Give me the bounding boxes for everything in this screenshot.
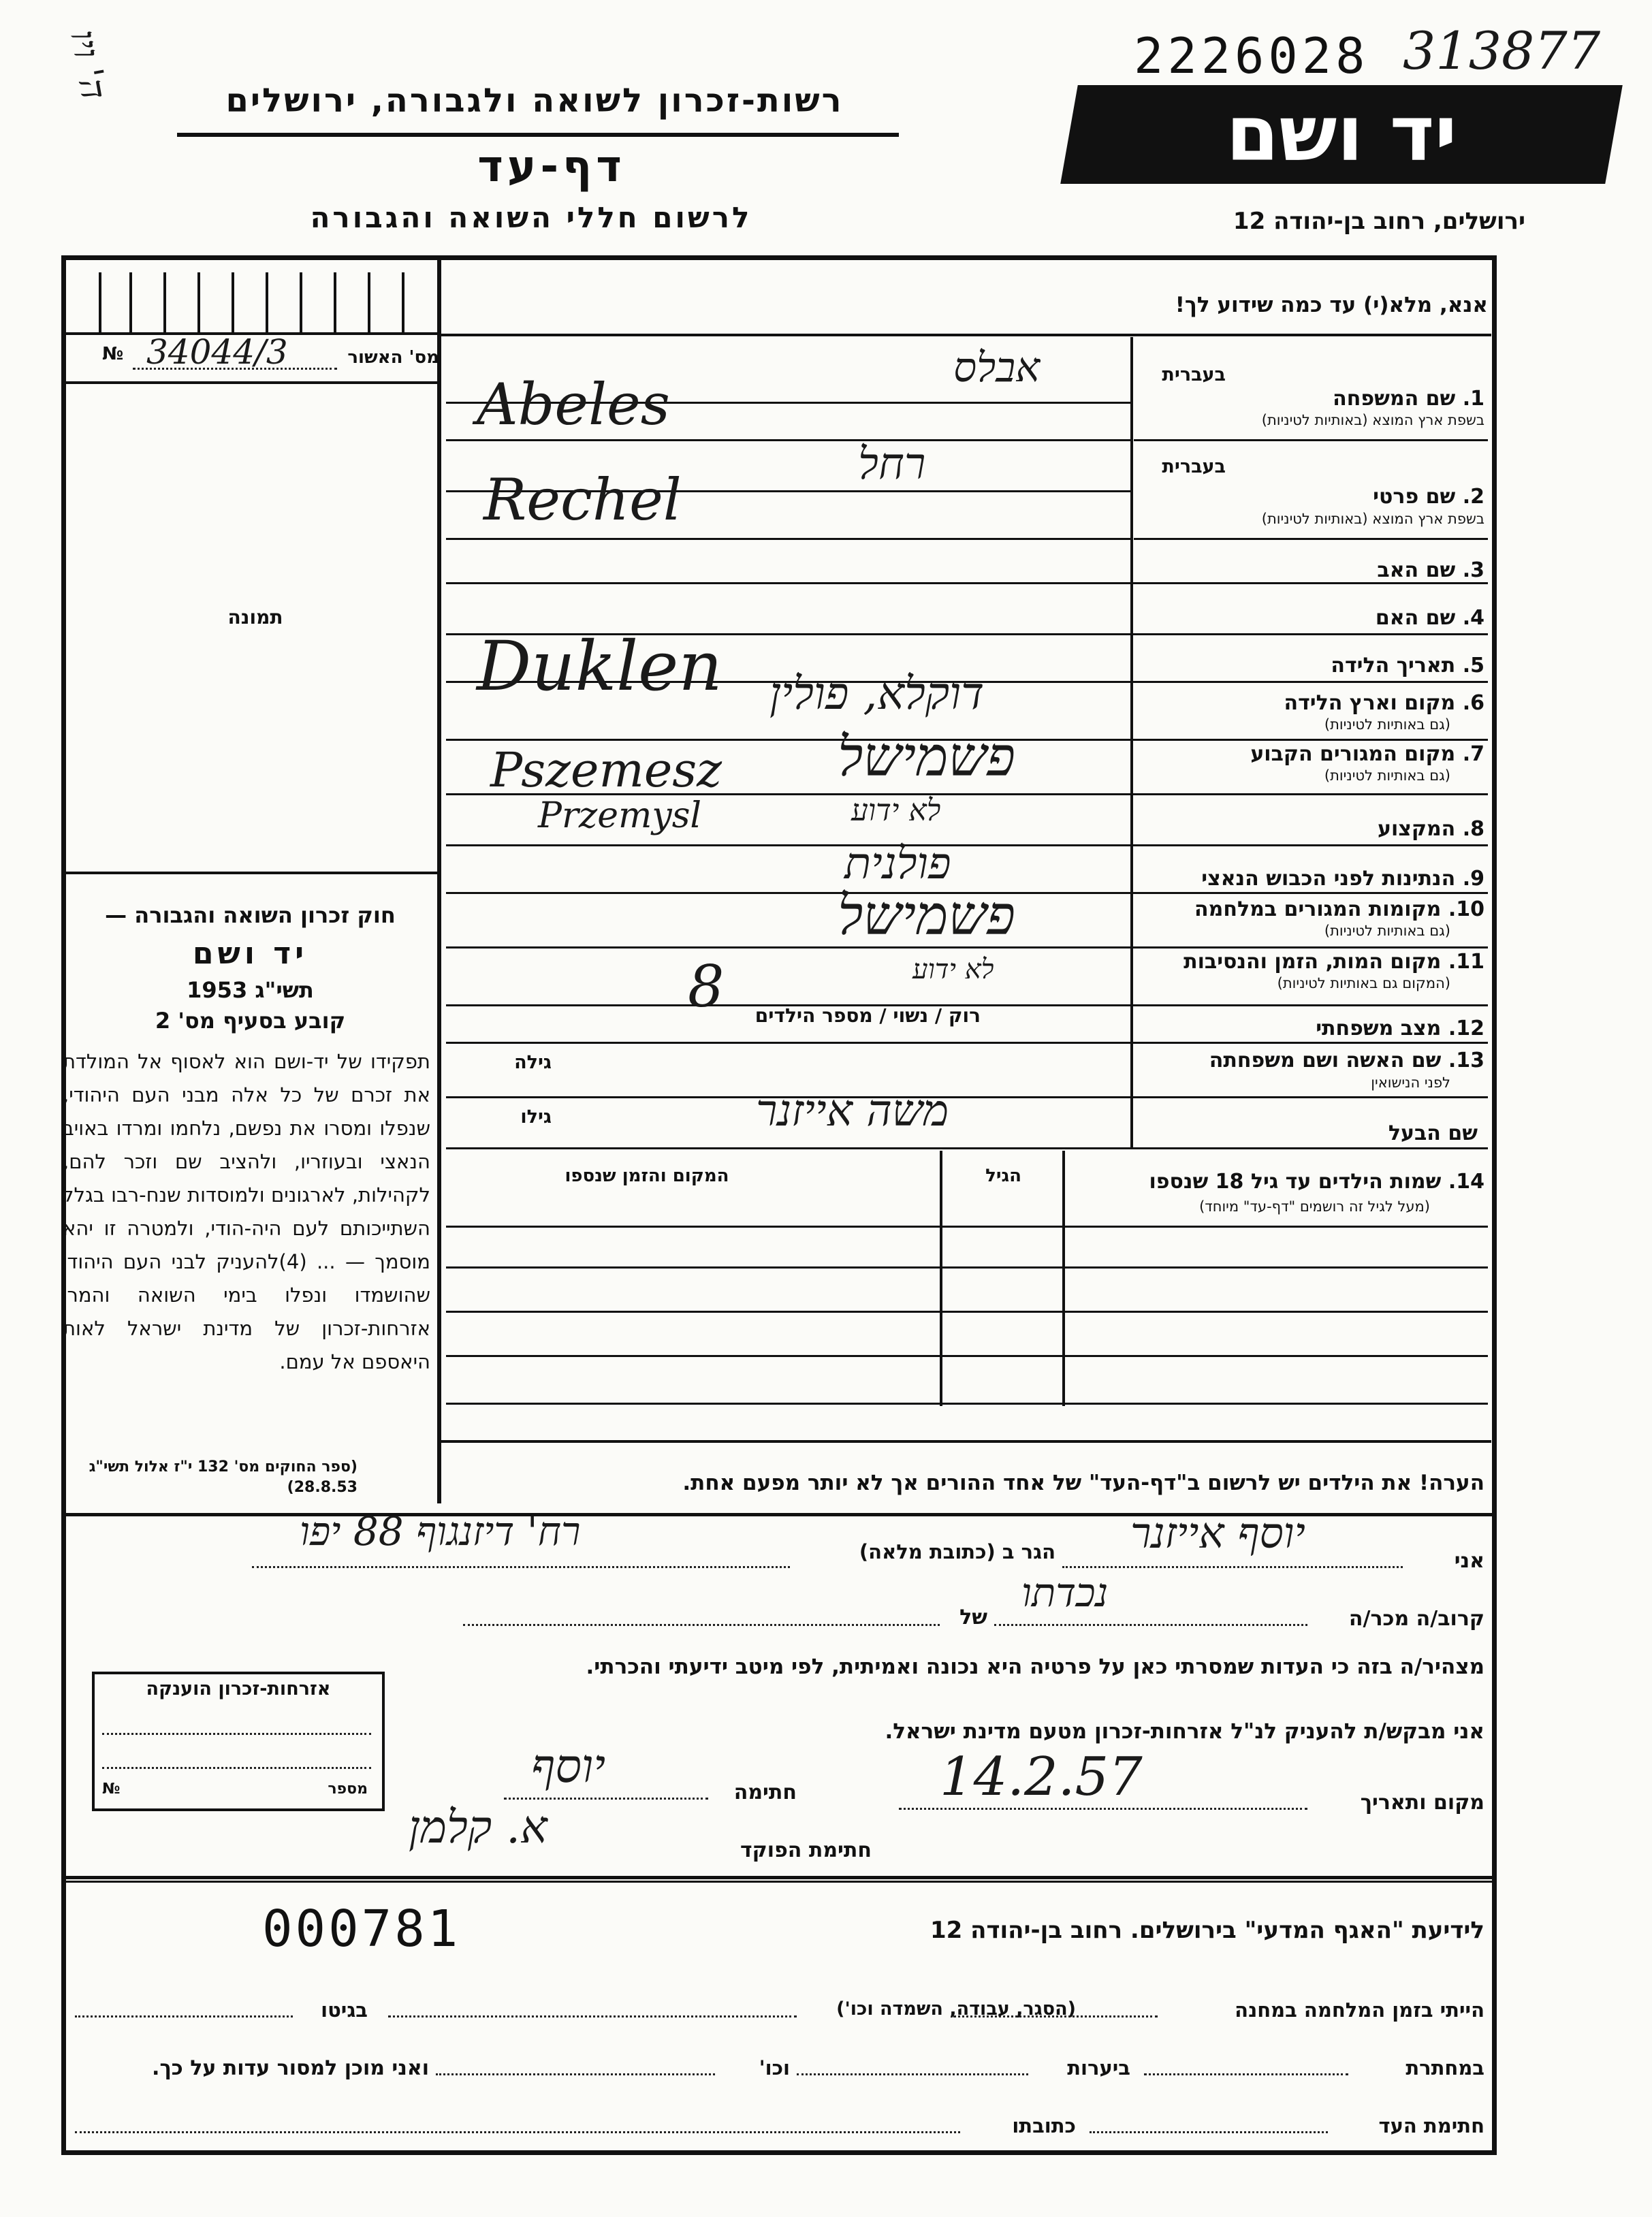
field-11-value: לא ידוע [912, 954, 994, 985]
footer-line3-dots-b [75, 2131, 960, 2133]
yad-vashem-logo [1060, 85, 1623, 184]
field-1-hebrew-label: בעברית [1162, 364, 1226, 385]
field-12-inline: רוק / נשוי / מספר הילדים [754, 1004, 981, 1027]
field-7-latin-value: Pszemesz [490, 742, 722, 798]
footer-line3-dots-a [1090, 2131, 1328, 2133]
field-1-line-b [446, 439, 1130, 441]
field-5-label: 5. תאריך הלידה [1331, 654, 1484, 677]
footer-line2-dots-b [797, 2073, 1028, 2075]
field-8-label: 8. המקצוע [1377, 817, 1484, 841]
approval-label: מס' האשור [347, 347, 439, 368]
law-clause: קובע בסעיף מס' 2 [155, 1008, 346, 1034]
footer-line1-c: בגיטו [321, 1998, 368, 2022]
citizenship-number-label: מספר [328, 1781, 368, 1798]
law-year: תשי"ג 1953 [187, 977, 314, 1003]
footer-line2-dots-c [436, 2073, 715, 2075]
field-13-age-2: גילו [520, 1106, 552, 1128]
footer-notice: לידיעת "האגף המדעי" בירושלים. רחוב בן-יהודה 12 [930, 1917, 1484, 1944]
header-address: ירושלים, רחוב בן-יהודה 12 [1233, 208, 1525, 235]
witness-i-label: אני [1454, 1549, 1484, 1573]
form-title: דף-עד [477, 142, 626, 192]
citizenship-line-2 [102, 1767, 371, 1769]
field-6-latin-value: Duklen [477, 626, 722, 706]
approval-number: 34044/3 [146, 332, 288, 372]
law-reference: (ספר החוקים מס' 132 י"ז אלול תשי"ג 28.8.53) [89, 1458, 358, 1496]
field-9-value: פולנית [844, 839, 951, 889]
official-signature-label: חתימת הפוקד [740, 1838, 872, 1862]
place-date-line [899, 1808, 1307, 1810]
witness-relative-line [994, 1624, 1307, 1626]
witness-address-line [252, 1566, 790, 1568]
logo-text: יד ושם [1226, 90, 1457, 178]
field-2-rule [1134, 538, 1488, 540]
field-11-sub: (המקום גם באותיות לטיניות) [1277, 975, 1450, 991]
citizenship-line-1 [102, 1733, 371, 1735]
field-10-value: פשמישל [838, 884, 1016, 947]
witness-relative-label: קרוב/ה מכר/ה [1348, 1607, 1484, 1631]
field-1-latin-value: Abeles [477, 371, 670, 438]
footer-line1-dots-c [75, 2015, 293, 2017]
footer-line1-b: (הסגר, עבודה, השמדה וכו') [836, 1998, 1076, 2020]
field-2-hebrew-value: רחל [858, 439, 926, 490]
place-date-label: מקום ותאריך [1360, 1791, 1484, 1815]
field-6-value: דוקלא, פולין [769, 667, 985, 720]
note-text: הערה! את הילדים יש לרשום ב"דף-העד" של אחד ההורים אך לא יותר מפעם אחת. [682, 1471, 1484, 1495]
footer-line2-a: במחתרת [1405, 2056, 1484, 2079]
footer-line2-b: ביערות [1067, 2056, 1130, 2079]
witness-declaration: מצהיר/ה בזה כי העדות שמסרתי כאן על פרטיה היא נכונה ואמיתית, לפי מיטב ידיעתי והכרתי. [586, 1655, 1484, 1679]
witness-of-line [463, 1624, 940, 1626]
approval-grid [99, 272, 432, 334]
law-title: חוק זכרון השואה והגבורה — [105, 902, 396, 928]
field-2-label: 2. שם פרטי [1373, 485, 1484, 509]
footer-top-rule [65, 1876, 1495, 1879]
intro-instruction: אנא, מלא(י) עד כמה שידוע לך! [1175, 293, 1488, 317]
footer-serial: 000781 [262, 1900, 461, 1958]
law-name: יד ושם [192, 936, 308, 971]
children-row-4 [446, 1355, 1488, 1357]
approval-bottom-rule [65, 381, 439, 384]
footer-line1-dots-b [388, 2015, 797, 2017]
field-13-husband-label: שם הבעל [1388, 1121, 1478, 1145]
field-13-line-b [446, 1147, 1488, 1149]
field-3-label: 3. שם האב [1377, 558, 1484, 582]
witness-name-line [1062, 1566, 1403, 1568]
field-7-value: פשמישל [838, 725, 1016, 788]
signature-line [504, 1798, 708, 1800]
field-12-label: 12. מצב משפחתי [1316, 1017, 1484, 1040]
field-7-label: 7. מקום המגורים הקבוע [1250, 742, 1484, 766]
field-3-line [446, 582, 1488, 584]
field-8-value: לא ידוע [851, 793, 941, 828]
children-col-age: הגיל [985, 1166, 1021, 1186]
children-row-3 [446, 1311, 1488, 1313]
field-1-rule [1134, 439, 1488, 441]
field-6-sub: (גם באותיות לטיניות) [1324, 716, 1450, 733]
children-divider-a [940, 1151, 942, 1406]
law-top-rule [65, 872, 439, 874]
field-14-label: 14. שמות הילדים עד גיל 18 שנספו [1149, 1170, 1484, 1194]
field-13-sub: לפני הנישואין [1371, 1074, 1450, 1091]
field-1-hebrew-value: אבלס [953, 344, 1041, 392]
authority-name: רשות-זכרון לשואה ולגבורה, ירושלים [225, 82, 844, 120]
field-8-line [446, 844, 1488, 846]
field-14-sub: (מעל לגיל זה רושמים "דף-עד" מיוחד) [1199, 1198, 1430, 1215]
field-1-sub: בשפת ארץ המוצא (באותיות לטיניות) [1261, 412, 1484, 428]
field-10-label: 10. מקומות המגורים במלחמה [1194, 897, 1484, 921]
witness-address: רח' דיזנגוף 88 יפו [300, 1508, 581, 1554]
witness-relation: נכדתו [1021, 1569, 1109, 1616]
field-8-latin-value: Przemysl [538, 795, 702, 836]
field-13-line-a [446, 1096, 1488, 1098]
field-13-age-1: גילה [514, 1052, 552, 1073]
approval-dotline [133, 368, 337, 370]
witness-of-label: של [959, 1606, 987, 1629]
signature-label: חתימה [733, 1781, 797, 1804]
citizenship-title: אזרחות-זכרון הוענקה [146, 1678, 331, 1700]
children-col-place: המקום והזמן שנספו [565, 1166, 729, 1186]
children-divider-b [1062, 1151, 1065, 1406]
children-row-2 [446, 1266, 1488, 1269]
footer-line2-c: וכו' [759, 2056, 790, 2079]
header-rule [177, 133, 899, 137]
stamp-number: 2226028 [1134, 27, 1369, 84]
citizenship-num-mark: № [102, 1781, 121, 1798]
field-2-line-b [446, 538, 1130, 540]
witness-resides-label: הגר ב (כתובת מלאה) [859, 1540, 1055, 1563]
footer-line3-b: כתובתו [1012, 2114, 1076, 2137]
field-12-value: 8 [688, 953, 725, 1020]
field-9-label: 9. הנתינות לפני הכבוש הנאצי [1201, 867, 1484, 891]
field-2-latin-value: Rechel [483, 466, 682, 533]
footer-top-rule-2 [65, 1881, 1495, 1883]
approval-num-mark: № [102, 344, 124, 364]
field-11-label: 11. מקום המות, הזמן והנסיבות [1184, 950, 1484, 974]
footer-line2-dots-a [1144, 2073, 1348, 2075]
footer-line3-a: חתימת העד [1378, 2114, 1484, 2137]
witness-name: יוסף אייזנר [1130, 1508, 1305, 1558]
official-signature: א. קלמן [409, 1801, 547, 1853]
handwritten-record-number: 313877 [1403, 20, 1601, 81]
form-subtitle: לרשום חללי השואה והגבורה [310, 201, 752, 234]
field-6-label: 6. מקום וארץ הלידה [1284, 691, 1484, 715]
field-column-divider [1130, 337, 1133, 1147]
footer-line1-a: הייתי בזמן המלחמה במחנה [1235, 1998, 1484, 2022]
field-13-value: משה אייזנר [756, 1086, 949, 1136]
footer-line2-d: ואני מוכן למסור עדות על כך. [152, 2056, 429, 2080]
children-row-1 [446, 1226, 1488, 1228]
field-4-label: 4. שם האם [1375, 606, 1484, 630]
field-10-sub: (גם באותיות לטיניות) [1324, 923, 1450, 939]
field-7-sub: (גם באותיות לטיניות) [1324, 767, 1450, 784]
witness-signature: יוסף [531, 1740, 606, 1793]
field-1-label: 1. שם המשפחה [1333, 387, 1484, 411]
photo-label: תמונה [227, 606, 283, 628]
field-12-line [446, 1042, 1488, 1044]
children-row-5 [446, 1403, 1488, 1405]
witness-request: אני מבקש/ת להעניק לנ"ל אזרחות-זכרון מטעם מדינת ישראל. [885, 1719, 1484, 1744]
note-top-rule [439, 1440, 1491, 1443]
intro-rule [439, 334, 1491, 336]
handwritten-top-left: ה' ויו [61, 27, 114, 103]
law-body: תפקידו של יד-ושם הוא לאסוף אל המולדת את זכרם של כל אלה מבני העם היהודי, שנפלו ומסרו את נפשם, נלחמו ומרדו באויב הנאצי ובעוזריו, ולהציב שם וזכר להם, לקהילות, לארגונים ולמוסדות שנח-רבו בגלל השתייכותם לעם היה-הודי, ולמטרה זו יהא מוסמך — ... (4)להעניק לבני העם היהודי שהושמדו ונפלו בימי השואה והמרי אזרחות-זכרון של מדינת ישראל לאות היאספם אל עמם. [63, 1050, 430, 1373]
field-13-label: 13. שם האשה ושם משפחתה [1209, 1049, 1484, 1072]
field-2-hebrew-label: בעברית [1162, 456, 1226, 477]
witness-date: 14.2.57 [940, 1747, 1143, 1808]
field-2-sub: בשפת ארץ המוצא (באותיות לטיניות) [1261, 511, 1484, 527]
